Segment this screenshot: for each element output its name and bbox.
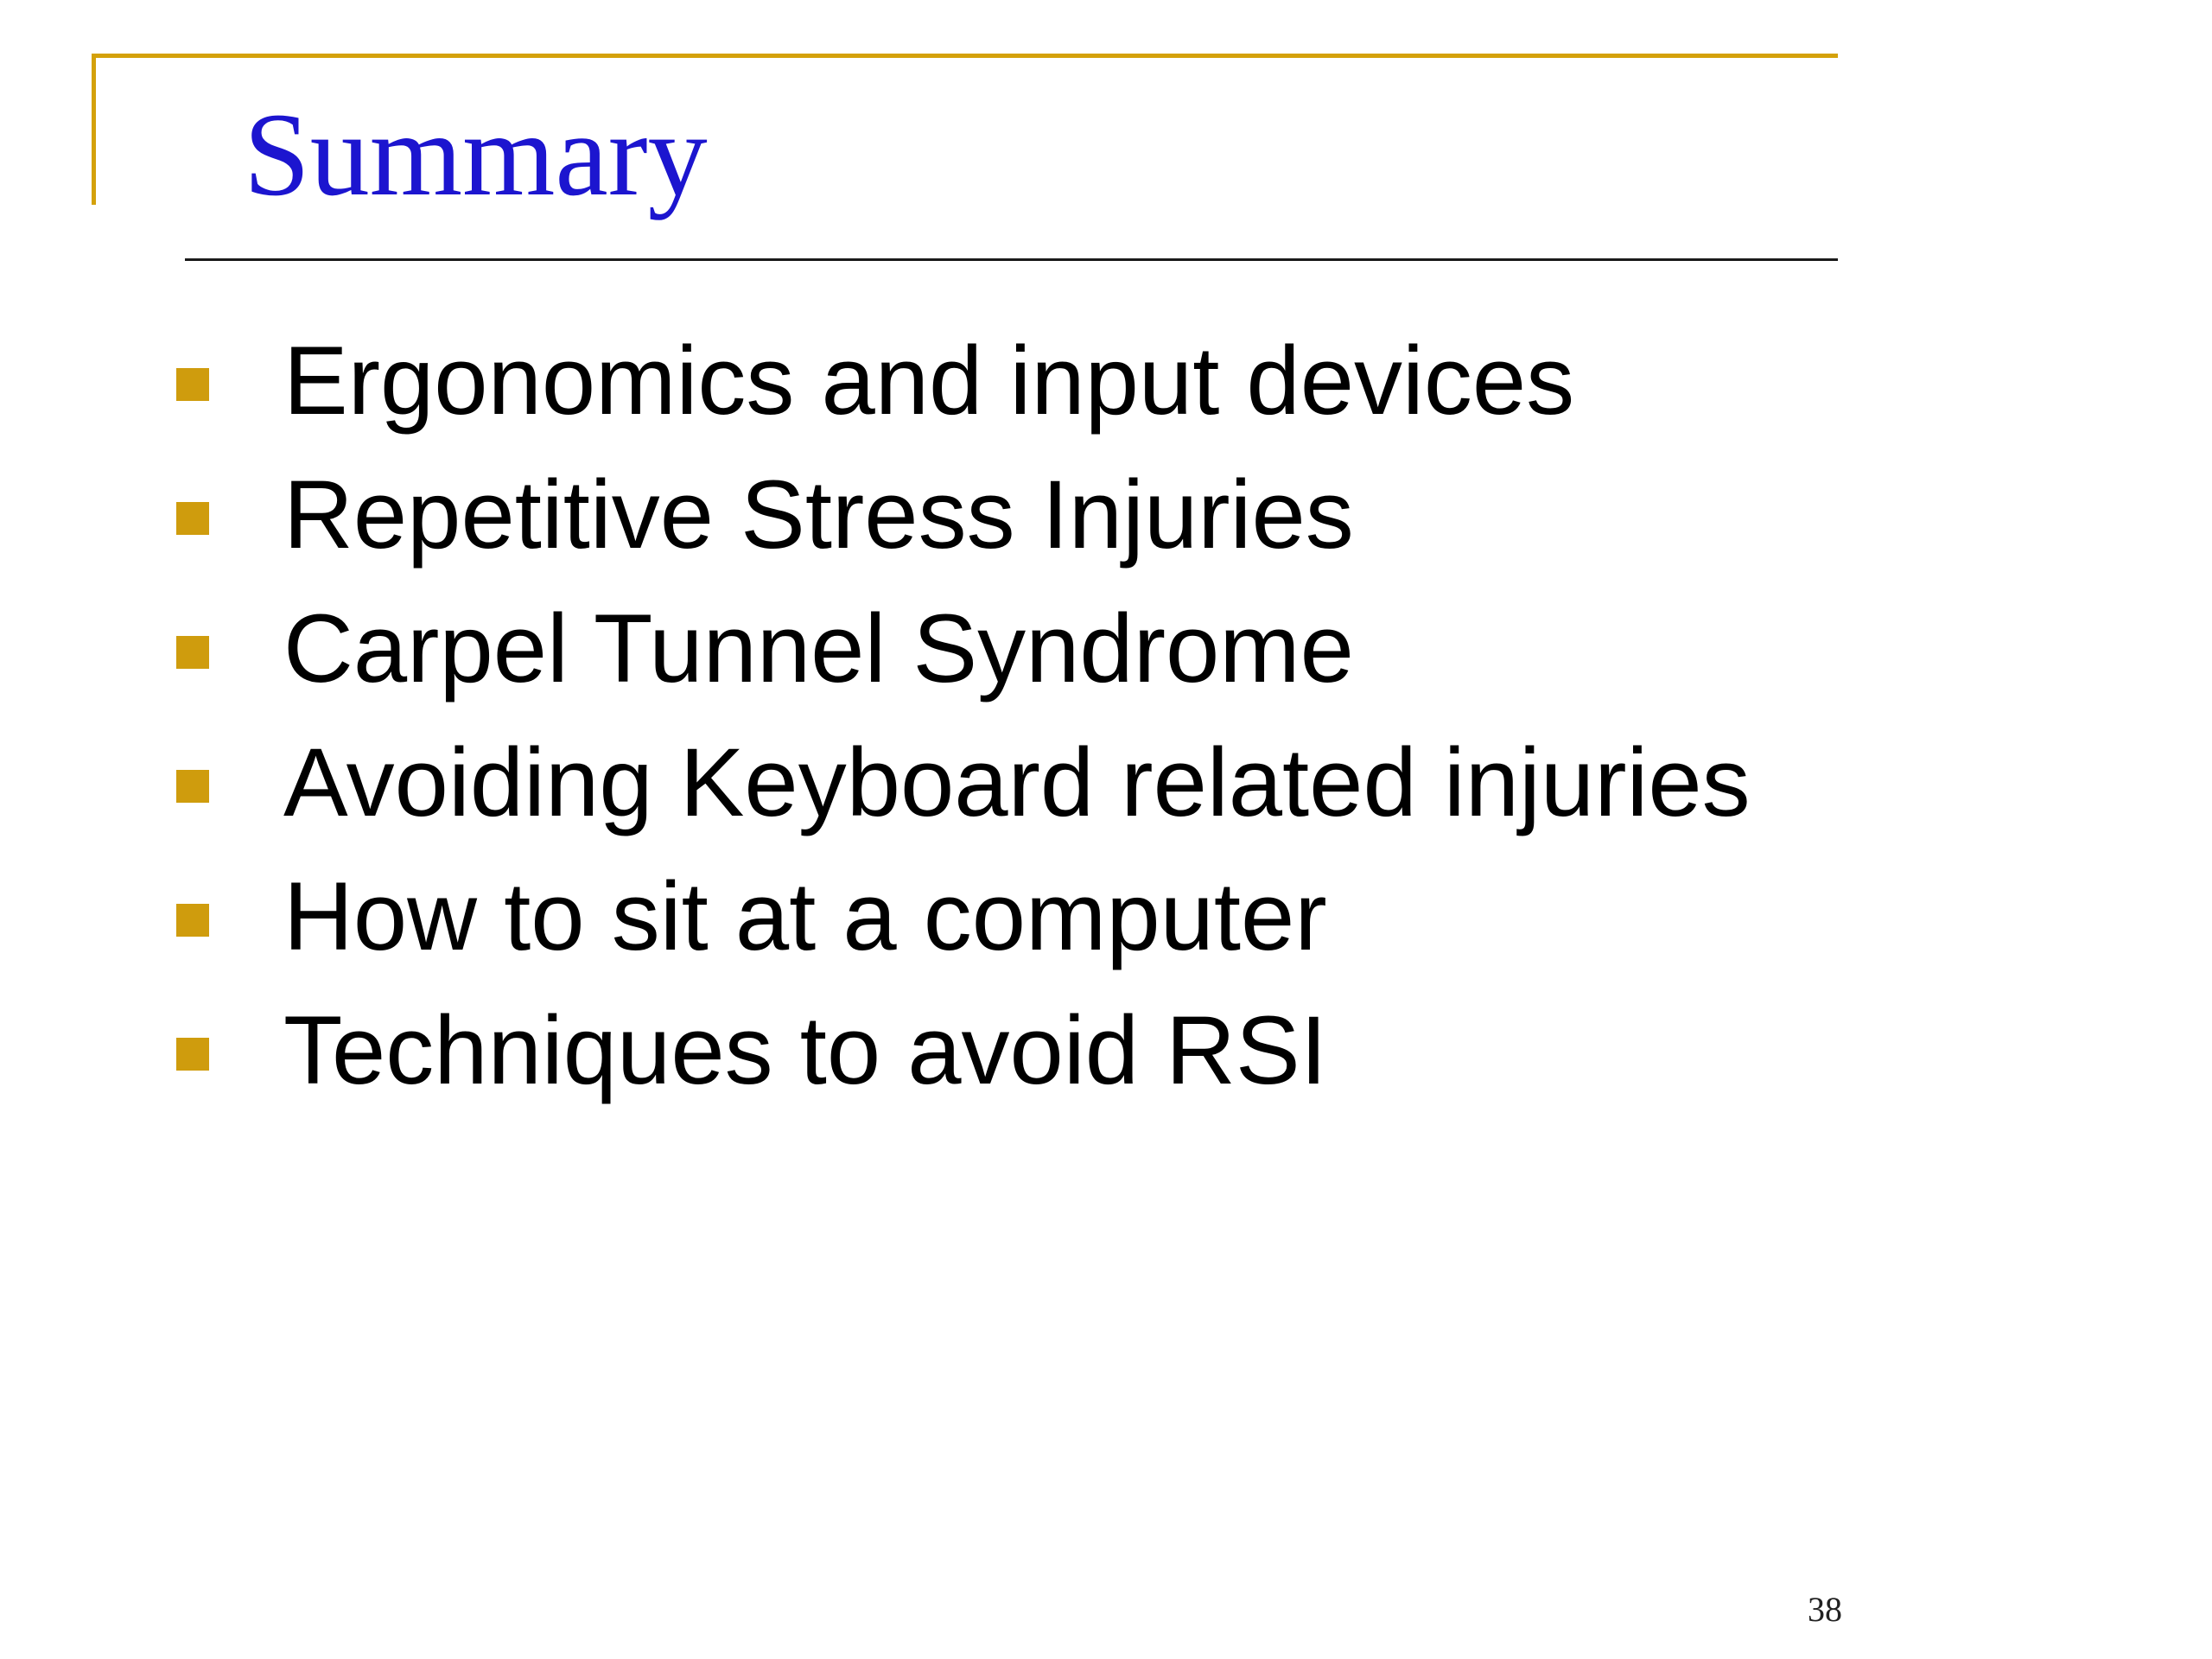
bullet-item <box>173 311 1815 445</box>
top-decorative-rule <box>92 54 1838 58</box>
bullet-text: Avoiding Keyboard related injuries <box>283 728 1751 836</box>
square-bullet-icon <box>176 368 209 401</box>
slide-title: Summary <box>244 88 708 220</box>
bullet-text: Techniques to avoid RSI <box>283 996 1327 1104</box>
square-bullet-icon <box>176 636 209 669</box>
square-bullet-icon <box>176 1038 209 1071</box>
bullet-item <box>173 981 1815 1115</box>
bullet-item <box>173 579 1815 713</box>
bullet-item <box>173 847 1815 981</box>
bullet-text: Repetitive Stress Injuries <box>283 461 1354 569</box>
bullet-text: How to sit at a computer <box>283 862 1327 970</box>
page-number: 38 <box>1808 1590 1842 1629</box>
bullet-item <box>173 713 1815 847</box>
square-bullet-icon <box>176 770 209 803</box>
bullet-item <box>173 445 1815 579</box>
bullet-list <box>173 311 1815 1115</box>
left-decorative-rule <box>92 54 96 205</box>
title-underline <box>185 258 1838 261</box>
square-bullet-icon <box>176 904 209 937</box>
bullet-text: Ergonomics and input devices <box>283 327 1575 435</box>
square-bullet-icon <box>176 502 209 535</box>
bullet-text: Carpel Tunnel Syndrome <box>283 594 1354 702</box>
